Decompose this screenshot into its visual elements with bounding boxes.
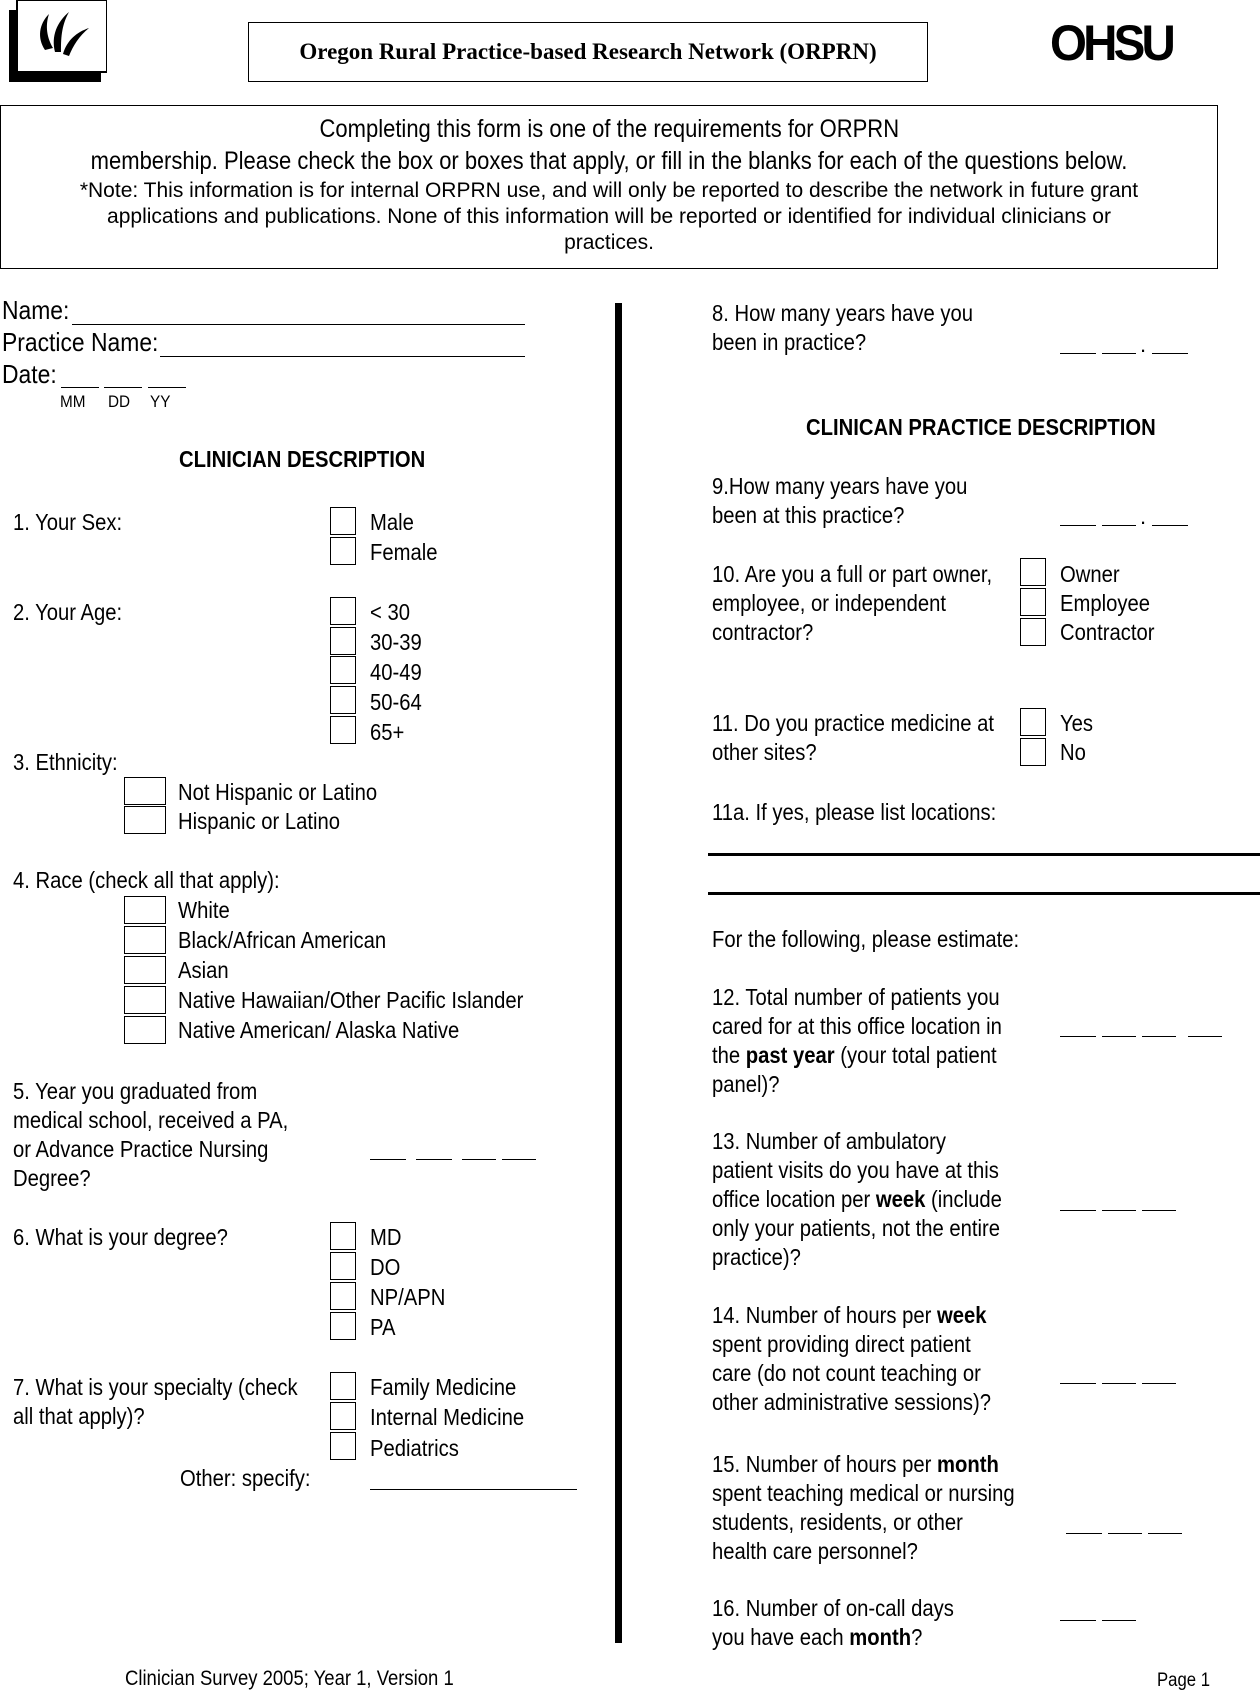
q6-checkbox-do[interactable] — [330, 1252, 356, 1280]
intro-line-2: membership. Please check the box or boxes that apply, or fill in the blanks for each of the questions below. — [90, 147, 1128, 175]
q6-checkbox-np[interactable] — [330, 1282, 356, 1310]
q14-line-1: 14. Number of hours per week — [712, 1302, 987, 1328]
q3-checkbox-hispanic[interactable] — [124, 806, 166, 834]
q10-checkbox-employee[interactable] — [1020, 588, 1046, 616]
orprn-logo — [5, 0, 107, 82]
q16-digit-1[interactable] — [1060, 1620, 1096, 1621]
q6-option-np: NP/APN — [370, 1284, 446, 1310]
intro-note-1: *Note: This information is for internal ORPRN use, and will only be reported to describe the network in future grant — [79, 179, 1139, 202]
q14-line-3: care (do not count teaching or — [712, 1360, 981, 1386]
q15-line-4: health care personnel? — [712, 1538, 918, 1564]
ohsu-logo: OHSU — [1050, 15, 1173, 71]
q3-option-not-hispanic: Not Hispanic or Latino — [178, 779, 378, 805]
q2-checkbox-under30[interactable] — [330, 597, 356, 625]
q4-checkbox-asian[interactable] — [124, 956, 166, 984]
q15-digit-2[interactable] — [1108, 1533, 1142, 1534]
q13-line-2: patient visits do you have at this — [712, 1157, 999, 1183]
q5-label-line-2: medical school, received a PA, — [13, 1107, 289, 1133]
q9-years-decimal[interactable] — [1152, 525, 1188, 526]
date-day-field[interactable] — [104, 387, 142, 388]
q10-checkbox-owner[interactable] — [1020, 558, 1046, 586]
q2-checkbox-65plus[interactable] — [330, 716, 356, 744]
q10-option-contractor: Contractor — [1060, 619, 1155, 645]
estimate-heading: For the following, please estimate: — [712, 926, 1020, 952]
q9-label-line-1: 9.How many years have you — [712, 473, 968, 499]
q14-digit-1[interactable] — [1060, 1383, 1096, 1384]
q13-digit-1[interactable] — [1060, 1210, 1096, 1211]
form-title: Oregon Rural Practice-based Research Network (ORPRN) — [299, 39, 877, 64]
date-mm-hint: MM — [60, 392, 86, 411]
q4-option-hawaiian: Native Hawaiian/Other Pacific Islander — [178, 987, 524, 1013]
q12-line-4: panel)? — [712, 1071, 780, 1097]
q5-label-line-4: Degree? — [13, 1165, 91, 1191]
q8-label-line-1: 8. How many years have you — [712, 300, 974, 326]
column-divider — [615, 303, 622, 1643]
q6-option-md: MD — [370, 1224, 402, 1250]
q7-option-pediatrics: Pediatrics — [370, 1435, 459, 1461]
q8-label-line-2: been in practice? — [712, 329, 867, 355]
q2-checkbox-50-64[interactable] — [330, 686, 356, 714]
q11-label-line-1: 11. Do you practice medicine at — [712, 710, 995, 736]
q10-label-line-2: employee, or independent — [712, 590, 947, 616]
q13-line-3: office location per week (include — [712, 1186, 1002, 1212]
q12-line-2: cared for at this office location in — [712, 1013, 1002, 1039]
q15-digit-3[interactable] — [1148, 1533, 1182, 1534]
q12-digit-1[interactable] — [1060, 1036, 1096, 1037]
q4-checkbox-native-american[interactable] — [124, 1016, 166, 1044]
q12-digit-4[interactable] — [1188, 1036, 1222, 1037]
q7-checkbox-family[interactable] — [330, 1372, 356, 1400]
q2-option-under30: < 30 — [370, 599, 410, 625]
name-label: Name: — [2, 295, 70, 325]
footer-page-number: Page 1 — [1157, 1670, 1211, 1691]
q7-label-line-1: 7. What is your specialty (check — [13, 1374, 298, 1400]
q4-option-white: White — [178, 897, 230, 923]
q2-option-65plus: 65+ — [370, 719, 405, 745]
q7-other-label: Other: specify: — [180, 1465, 311, 1491]
q12-digit-3[interactable] — [1142, 1036, 1176, 1037]
q5-year-digit-1[interactable] — [370, 1159, 406, 1160]
q2-option-30-39: 30-39 — [370, 629, 422, 655]
q13-line-5: practice)? — [712, 1244, 801, 1270]
q5-year-digit-3[interactable] — [462, 1159, 496, 1160]
q11a-label: 11a. If yes, please list locations: — [712, 799, 997, 825]
q2-checkbox-40-49[interactable] — [330, 656, 356, 684]
q5-label-line-3: or Advance Practice Nursing — [13, 1136, 269, 1162]
q8-years-digit-2[interactable] — [1102, 353, 1136, 354]
q4-checkbox-hawaiian[interactable] — [124, 986, 166, 1014]
q3-option-hispanic: Hispanic or Latino — [178, 808, 341, 834]
q6-option-pa: PA — [370, 1314, 396, 1340]
q1-label: 1. Your Sex: — [13, 509, 123, 535]
q16-digit-2[interactable] — [1102, 1620, 1136, 1621]
q13-digit-2[interactable] — [1102, 1210, 1136, 1211]
q6-label: 6. What is your degree? — [13, 1224, 228, 1250]
q15-line-3: students, residents, or other — [712, 1509, 963, 1535]
practice-section-title: CLINICAN PRACTICE DESCRIPTION — [806, 414, 1156, 440]
date-year-field[interactable] — [148, 387, 186, 388]
q3-checkbox-not-hispanic[interactable] — [124, 777, 166, 805]
q7-option-internal: Internal Medicine — [370, 1404, 525, 1430]
q7-label-line-2: all that apply)? — [13, 1403, 145, 1429]
q14-digit-2[interactable] — [1102, 1383, 1136, 1384]
q2-option-50-64: 50-64 — [370, 689, 422, 715]
q13-line-4: only your patients, not the entire — [712, 1215, 1001, 1241]
intro-note-3: practices. — [564, 231, 654, 254]
q4-option-black: Black/African American — [178, 927, 387, 953]
q9-years-digit-1[interactable] — [1060, 525, 1096, 526]
q16-line-1: 16. Number of on-call days — [712, 1595, 954, 1621]
q14-line-2: spent providing direct patient — [712, 1331, 971, 1357]
q6-option-do: DO — [370, 1254, 401, 1280]
q7-checkbox-pediatrics[interactable] — [330, 1432, 356, 1460]
footer-version: Clinician Survey 2005; Year 1, Version 1 — [125, 1667, 454, 1690]
q11a-location-line-1[interactable] — [708, 853, 1260, 856]
q3-label: 3. Ethnicity: — [13, 749, 118, 775]
q10-label-line-1: 10. Are you a full or part owner, — [712, 561, 993, 587]
q10-label-line-3: contractor? — [712, 619, 814, 645]
q14-digit-3[interactable] — [1142, 1383, 1176, 1384]
clinician-section-title: CLINICIAN DESCRIPTION — [179, 446, 426, 472]
q12-line-1: 12. Total number of patients you — [712, 984, 1000, 1010]
intro-note-2: applications and publications. None of this information will be reported or identified for individual clinicians or — [107, 205, 1111, 228]
q2-checkbox-30-39[interactable] — [330, 627, 356, 655]
q7-checkbox-internal[interactable] — [330, 1402, 356, 1430]
q11-checkbox-no[interactable] — [1020, 738, 1046, 766]
q4-checkbox-white[interactable] — [124, 896, 166, 924]
q10-option-owner: Owner — [1060, 561, 1120, 587]
q15-line-1: 15. Number of hours per month — [712, 1451, 999, 1477]
q2-label: 2. Your Age: — [13, 599, 123, 625]
q1-option-male: Male — [370, 509, 414, 535]
q15-digit-1[interactable] — [1066, 1533, 1102, 1534]
q16-line-2: you have each month? — [712, 1624, 923, 1650]
date-dd-hint: DD — [108, 392, 131, 411]
q4-checkbox-black[interactable] — [124, 926, 166, 954]
q2-option-40-49: 40-49 — [370, 659, 422, 685]
q4-label: 4. Race (check all that apply): — [13, 867, 280, 893]
q1-checkbox-female[interactable] — [330, 537, 356, 565]
date-month-field[interactable] — [61, 387, 99, 388]
q4-option-asian: Asian — [178, 957, 229, 983]
q9-years-digit-2[interactable] — [1102, 525, 1136, 526]
q8-decimal-point: . — [1140, 332, 1147, 357]
q11-checkbox-yes[interactable] — [1020, 708, 1046, 736]
q13-digit-3[interactable] — [1142, 1210, 1176, 1211]
q5-year-digit-2[interactable] — [416, 1159, 452, 1160]
q1-option-female: Female — [370, 539, 438, 565]
q12-line-3: the past year (your total patient — [712, 1042, 997, 1068]
q9-decimal-point: . — [1140, 504, 1147, 529]
form-title-box — [248, 22, 928, 82]
q11-option-yes: Yes — [1060, 710, 1094, 736]
date-label: Date: — [2, 359, 57, 389]
q9-label-line-2: been at this practice? — [712, 502, 905, 528]
name-field[interactable] — [72, 324, 525, 325]
q13-line-1: 13. Number of ambulatory — [712, 1128, 946, 1154]
q11a-location-line-2[interactable] — [708, 892, 1260, 895]
q7-option-family: Family Medicine — [370, 1374, 517, 1400]
q5-year-digit-4[interactable] — [502, 1159, 536, 1160]
q8-years-decimal[interactable] — [1152, 353, 1188, 354]
q11-option-no: No — [1060, 739, 1086, 765]
practice-name-label: Practice Name: — [2, 327, 159, 357]
date-yy-hint: YY — [150, 392, 171, 411]
intro-line-1: Completing this form is one of the requirements for ORPRN — [319, 115, 899, 143]
q15-line-2: spent teaching medical or nursing — [712, 1480, 1015, 1506]
q8-years-digit-1[interactable] — [1060, 353, 1096, 354]
q6-checkbox-md[interactable] — [330, 1222, 356, 1250]
q5-label-line-1: 5. Year you graduated from — [13, 1078, 258, 1104]
q12-digit-2[interactable] — [1102, 1036, 1136, 1037]
q4-option-native-american: Native American/ Alaska Native — [178, 1017, 460, 1043]
q1-checkbox-male[interactable] — [330, 507, 356, 535]
q10-checkbox-contractor[interactable] — [1020, 618, 1046, 646]
practice-name-field[interactable] — [160, 356, 525, 357]
q7-other-field[interactable] — [370, 1489, 577, 1490]
q6-checkbox-pa[interactable] — [330, 1312, 356, 1340]
q14-line-4: other administrative sessions)? — [712, 1389, 991, 1415]
q10-option-employee: Employee — [1060, 590, 1151, 616]
q11-label-line-2: other sites? — [712, 739, 817, 765]
